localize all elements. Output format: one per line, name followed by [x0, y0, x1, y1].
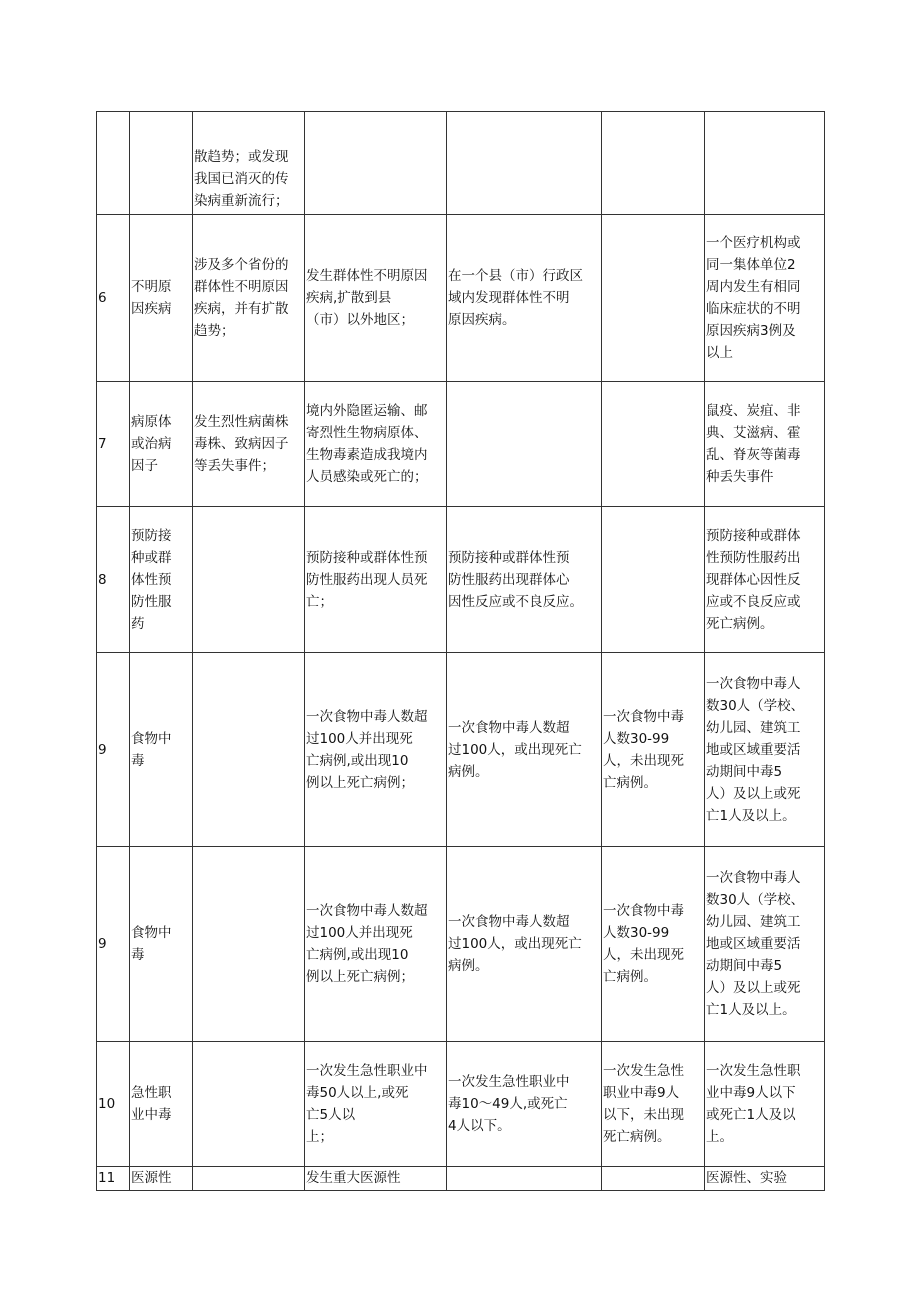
row-number: 7	[97, 382, 130, 507]
event-type: 医源性	[130, 1167, 193, 1191]
level-3-criteria: 一次发生急性职业中 毒10～49人,或死亡 4人以下。	[447, 1042, 602, 1167]
row-number: 11	[97, 1167, 130, 1191]
event-type: 病原体 或治病 因子	[130, 382, 193, 507]
level-2-criteria: 发生群体性不明原因 疾病,扩散到县 （市）以外地区；	[305, 215, 447, 382]
row-number: 9	[97, 847, 130, 1042]
level-4-criteria	[602, 382, 705, 507]
level-1-criteria: 发生烈性病菌株 毒株、致病因子 等丢失事件；	[193, 382, 305, 507]
level-2-criteria: 发生重大医源性	[305, 1167, 447, 1191]
level-3-criteria: 在一个县（市）行政区 域内发现群体性不明 原因疾病。	[447, 215, 602, 382]
unclassified-criteria: 一次发生急性职 业中毒9人以下 或死亡1人及以 上。	[705, 1042, 825, 1167]
level-2-criteria	[305, 112, 447, 215]
level-1-criteria	[193, 847, 305, 1042]
table-row	[97, 215, 825, 382]
event-type: 食物中 毒	[130, 653, 193, 847]
level-1-criteria	[193, 1042, 305, 1167]
unclassified-criteria: 一次食物中毒人 数30人（学校、 幼儿园、建筑工 地或区域重要活 动期间中毒5 人）及以上或死 亡1人及以上。	[705, 653, 825, 847]
row-number: 6	[97, 215, 130, 382]
level-2-criteria: 一次食物中毒人数超 过100人并出现死 亡病例,或出现10 例以上死亡病例；	[305, 847, 447, 1042]
event-type: 急性职 业中毒	[130, 1042, 193, 1167]
row-number	[97, 112, 130, 215]
level-1-criteria: 涉及多个省份的 群体性不明原因 疾病，并有扩散 趋势；	[193, 215, 305, 382]
row-number: 9	[97, 653, 130, 847]
level-4-criteria	[602, 215, 705, 382]
level-3-criteria: 一次食物中毒人数超 过100人，或出现死亡 病例。	[447, 847, 602, 1042]
event-type	[130, 112, 193, 215]
level-3-criteria	[447, 112, 602, 215]
level-3-criteria: 预防接种或群体性预 防性服药出现群体心 因性反应或不良反应。	[447, 507, 602, 653]
row-number: 10	[97, 1042, 130, 1167]
table-row	[97, 1167, 825, 1191]
table-row	[97, 112, 825, 215]
level-3-criteria: 一次食物中毒人数超 过100人，或出现死亡 病例。	[447, 653, 602, 847]
level-4-criteria	[602, 112, 705, 215]
level-4-criteria: 一次食物中毒 人数30-99 人，未出现死 亡病例。	[602, 847, 705, 1042]
table-row	[97, 653, 825, 847]
table-row	[97, 382, 825, 507]
event-type: 不明原 因疾病	[130, 215, 193, 382]
level-4-criteria: 一次食物中毒 人数30-99 人，未出现死 亡病例。	[602, 653, 705, 847]
unclassified-criteria: 医源性、实验	[705, 1167, 825, 1191]
event-type: 预防接 种或群 体性预 防性服 药	[130, 507, 193, 653]
unclassified-criteria: 预防接种或群体 性预防性服药出 现群体心因性反 应或不良反应或 死亡病例。	[705, 507, 825, 653]
level-2-criteria: 一次发生急性职业中 毒50人以上,或死 亡5人以 上；	[305, 1042, 447, 1167]
level-3-criteria	[447, 382, 602, 507]
level-1-criteria: 散趋势；或发现 我国已消灭的传 染病重新流行；	[193, 112, 305, 215]
level-2-criteria: 预防接种或群体性预 防性服药出现人员死 亡；	[305, 507, 447, 653]
level-2-criteria: 境内外隐匿运输、邮 寄烈性生物病原体、 生物毒素造成我境内 人员感染或死亡的；	[305, 382, 447, 507]
unclassified-criteria: 一次食物中毒人 数30人（学校、 幼儿园、建筑工 地或区域重要活 动期间中毒5 人）及以上或死 亡1人及以上。	[705, 847, 825, 1042]
unclassified-criteria: 一个医疗机构或 同一集体单位2 周内发生有相同 临床症状的不明 原因疾病3例及 以上	[705, 215, 825, 382]
level-4-criteria	[602, 1167, 705, 1191]
level-4-criteria	[602, 507, 705, 653]
level-4-criteria: 一次发生急性 职业中毒9人 以下，未出现 死亡病例。	[602, 1042, 705, 1167]
unclassified-criteria	[705, 112, 825, 215]
level-1-criteria	[193, 653, 305, 847]
event-type: 食物中 毒	[130, 847, 193, 1042]
level-3-criteria	[447, 1167, 602, 1191]
level-2-criteria: 一次食物中毒人数超 过100人并出现死 亡病例,或出现10 例以上死亡病例；	[305, 653, 447, 847]
table-row	[97, 507, 825, 653]
level-1-criteria	[193, 507, 305, 653]
table-row	[97, 847, 825, 1042]
unclassified-criteria: 鼠疫、炭疽、非 典、艾滋病、霍 乱、脊灰等菌毒 种丢失事件	[705, 382, 825, 507]
event-classification-table	[96, 111, 825, 1191]
row-number: 8	[97, 507, 130, 653]
level-1-criteria	[193, 1167, 305, 1191]
table-row	[97, 1042, 825, 1167]
